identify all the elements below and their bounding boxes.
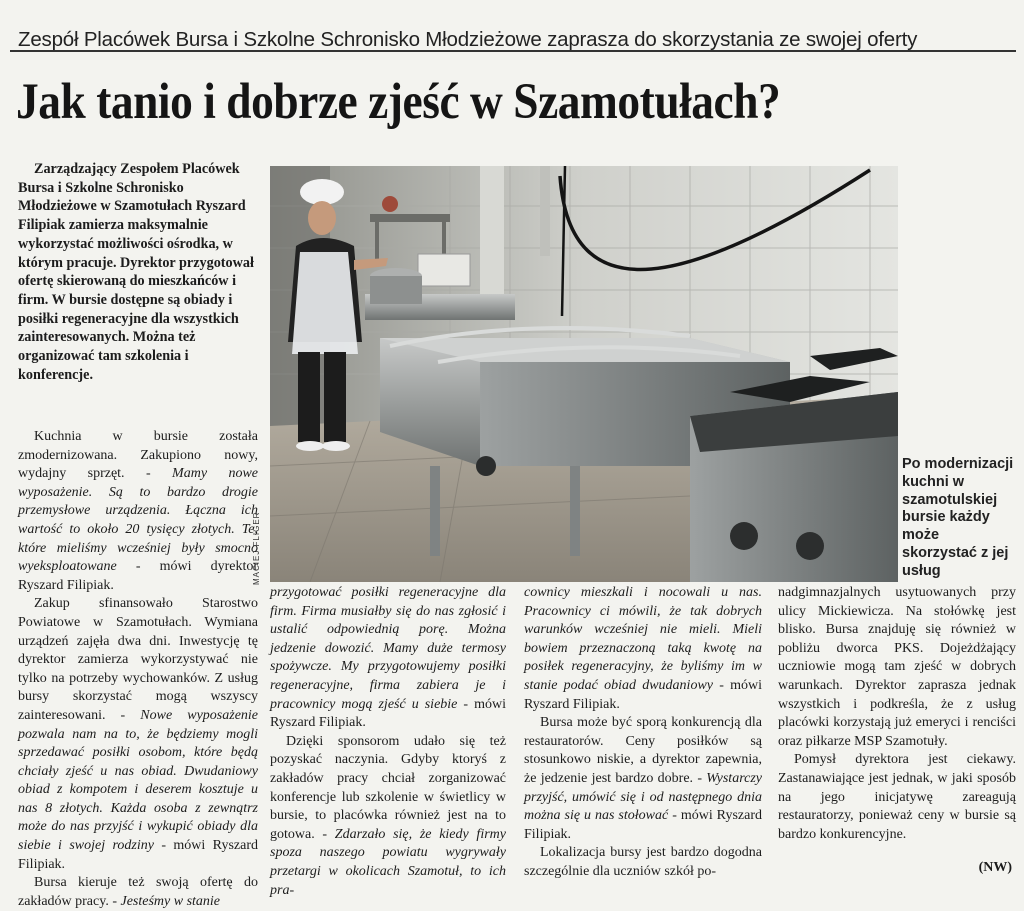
lead-paragraph [18, 160, 258, 384]
column-1 [18, 428, 258, 911]
body-paragraph [270, 733, 506, 900]
span-normal: Kuchnia w bursie została zmodernizowana. Zakupiono nowy, wydajny sprzęt. - [18, 429, 258, 482]
photo-caption: Po modernizacji kuchni w szamotulskiej bursie każdy może skorzystać z jej usług [902, 456, 1014, 579]
span-normal: Bursa kieruje też swoją ofertę do zakładów pracy. - [18, 875, 258, 909]
span-normal: nadgimnazjalnych usytuowanych przy ulicy Mickiewicza. Na stołówkę jest blisko. Bursa znajduję się również w pobliżu dworca PKS. Dojeżdżający uczniowie mogą tam zjeść w dobrych warunkach. Dyrektor zaprasza jednak wszystkich i podkreśla, że z usług placówki korzystają już emeryci i renciści oraz piłkarze MSP Szamotuły. [778, 585, 1016, 749]
span-after: - mówi dyrektor Ryszard Filipiak. [18, 559, 258, 593]
body-paragraph [18, 428, 258, 595]
kitchen-photo-illustration [270, 166, 898, 582]
photo-credit: MACIEJ FLIGER [252, 511, 261, 585]
author-signature: (NW) [978, 860, 1012, 875]
column-4 [778, 584, 1016, 844]
kicker: Zespół Placówek Bursa i Szkolne Schronisko Młodzieżowe zaprasza do skorzystania ze swojej oferty [18, 28, 918, 51]
body-paragraph [778, 751, 1016, 844]
span-after: - mówi Ryszard Filipiak. [524, 677, 762, 712]
headline: Jak tanio i dobrze zjeść w Szamotułach? [16, 74, 781, 130]
body-paragraph [18, 595, 258, 874]
span-after: - mówi Ryszard Filipiak. [524, 808, 762, 842]
span-quote: Wystarczy przyjść, umówić się i od następnego dnia można się u nas stołować [524, 770, 762, 824]
body-paragraph [270, 584, 506, 733]
span-quote: Mamy nowe wyposażenie. Są to bardzo drogie przemysłowe urządzenia. Łączna ich wartość to około 20 tysięcy złotych. Te, które mieliśmy wcześniej były smocno wyeksploatowane [18, 466, 258, 575]
column-3 [524, 584, 762, 882]
span-quote: Nowe wyposażenie pozwala nam na to, że będziemy mogli sprzedawać posiłki osobom, które będą chciały zjeść u nas obiad. Dwudaniowy obiad z kompotem i deserem kosztuje u nas 8 złotych. Każda osoba z zewnątrz może do nas przyjść i wykupić obiady dla siebie i swojej rodziny [18, 707, 259, 854]
span-quote: przygotować posiłki regeneracyjne dla firm. Firma musiałby się do nas zgłosić i ustalić odpowiednią porę. Można jedzenie dowozić. Mamy duże termosy spożywcze. My przygotowujemy posiłki regeneracyjne, firma zabiera je i pracownicy mogą zjeść u siebie [270, 585, 506, 712]
column-2 [270, 584, 506, 900]
span-quote: cownicy mieszkali i nocowali u nas. Pracownicy ci mówili, że tak dobrych warunków wcześniej nie mieli. Mieli bowiem przeznaczoną taką kwotę na posiłek regeneracyjny, że byliśmy im w stanie podać obiad dwudaniowy [524, 585, 762, 693]
body-paragraph [524, 714, 762, 844]
span-after: - mówi Ryszard Filipiak. [18, 838, 258, 872]
span-after: - mówi Ryszard Filipiak. [270, 696, 506, 731]
span-quote: Zdarzało się, że kiedy firmy spoza naszego powiatu wygrywały przetargi w okolicach Szamotuł, to ich pra- [270, 826, 506, 898]
kitchen-photo [270, 166, 898, 582]
span-normal: Dzięki sponsorom udało się też pozyskać naczynia. Gdyby ktoryś z zakładów pracy chciał zorganizować konferencje lub szkolenie w świetlicy w bursie, to placówka również jest na to gotowa. - [270, 733, 506, 842]
span-quote: Jesteśmy w stanie [120, 893, 221, 909]
body-paragraph [778, 584, 1016, 751]
span-normal: Bursa może być sporą konkurencją dla restauratorów. Ceny posiłków są stosunkowo niskie, a dyrektor zapewnia, że jedzenie jest bardzo dobre. - [524, 715, 762, 786]
span-normal: Lokalizacja bursy jest bardzo dogodna szczególnie dla uczniów szkół po- [524, 845, 762, 879]
span-normal: Pomysł dyrektora jest ciekawy. Zastanawiające jest jednak, w jaki sposób na jego inicjatywę zareagują restauratorzy, ponieważ ceny w bursie są bardzo konkurencyjne. [778, 752, 1016, 842]
span-normal: Zakup sfinansowało Starostwo Powiatowe w Szamotułach. Wymiana urządzeń zajęła dwa dni. Inwestycję tę dyrektor zamierza wykorzystywać nie tylko na potrzeby wychowanków. Z usług bursy skorzystać mogą wszyscy zainteresowani. - [18, 596, 258, 723]
body-paragraph [524, 584, 762, 714]
body-paragraph [524, 844, 762, 881]
lead-text: Zarządzający Zespołem Placówek Bursa i Szkolne Schronisko Młodzieżowe w Szamotułach Ryszard Filipiak zamierza maksymalnie wykorzystać możliwości ośrodka, w którym pracuje. Dyrektor przygotował ofertę skierowaną do mieszkańców i firm. W bursie dostępne są obiady i posiłki regeneracyjne dla wszystkich zainteresowanych. Można też organizować tam szkolenia i konferencje. [18, 161, 254, 383]
